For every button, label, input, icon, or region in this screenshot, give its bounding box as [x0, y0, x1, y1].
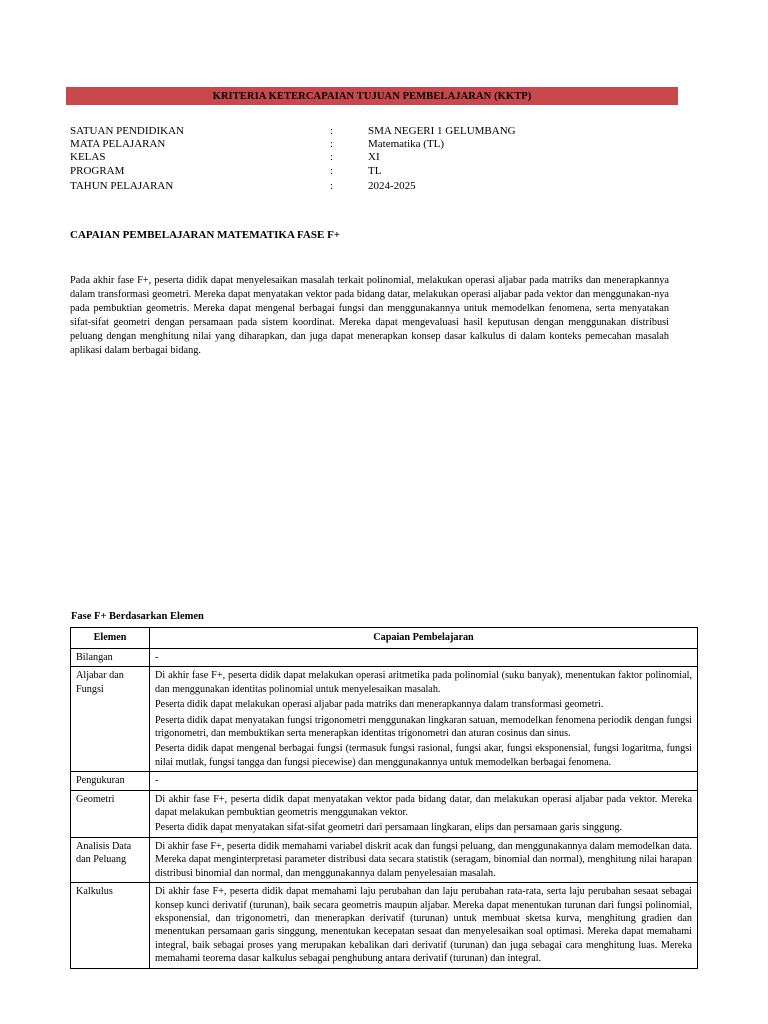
capaian-cell — [150, 883, 698, 968]
capaian-paragraph: Di akhir fase F+, peserta didik memahami variabel diskrit acak dan fungsi peluang, dan menggunakannya dalam memodelkan data. Mereka dapat menginterpretasi parameter distribusi data secara statistik (seragam, binomial dan normal), menghitung nilai harapan distribusi binomial dan normal, dan menggunakannya dalam penyelesaian masalah. — [155, 840, 692, 879]
capaian-paragraph: Di akhir fase F+, peserta didik dapat memahami laju perubahan dan laju perubahan rata-rata, serta laju perubahan sesaat sebagai konsep kunci derivatif (turunan), baik secara geometris maupun aljabar. Mereka dapat menentukan turunan dari fungsi polinomial, eksponensial, dan trigonometri, dan menerapkan derivatif (turunan) untuk membuat sketsa kurva, menghitung gradien dan menentukan persamaan garis singgung, menentukan kecepatan sesaat dan menyelesaikan soal optimasi. Mereka dapat memahami integral, baik sebagai proses yang merupakan kebalikan dari derivatif (turunan) dan juga sebagai cara menghitung luas. Mereka memahami teorema dasar kalkulus sebagai penghubung antara derivatif (turunan) dan integral. — [155, 886, 692, 965]
info-colon: : — [330, 125, 334, 137]
capaian-cell — [150, 837, 698, 882]
elemen-cell: Aljabar dan Fungsi — [71, 667, 150, 772]
elemen-cell: Kalkulus — [71, 883, 150, 968]
capaian-paragraph: Peserta didik dapat melakukan operasi aljabar pada matriks dan menerapkannya dalam transformasi geometri. — [155, 699, 604, 711]
elemen-cell: Geometri — [71, 790, 150, 837]
capaian-paragraph: Di akhir fase F+, peserta didik dapat menyatakan vektor pada bidang datar, dan melakukan operasi aljabar pada vektor. Mereka dapat melakukan pembuktian geometris menggunakan vektor. — [155, 793, 692, 819]
table-row — [71, 790, 698, 837]
document-title: KRITERIA KETERCAPAIAN TUJUAN PEMBELAJARAN (KKTP) — [212, 90, 532, 102]
info-colon: : — [330, 138, 334, 151]
info-value: XI — [368, 151, 380, 164]
info-row-satuan — [70, 125, 670, 138]
capaian-cell — [150, 649, 698, 667]
capaian-paragraph: - — [155, 652, 159, 663]
info-colon: : — [330, 179, 334, 192]
table-header-row — [71, 628, 698, 649]
capaian-cell — [150, 790, 698, 837]
school-info-block — [70, 125, 670, 193]
capaian-paragraph: Peserta didik dapat menyatakan fungsi trigonometri menggunakan lingkaran satuan, memodelkan fenomena periodik dengan fungsi trigonometri, dan membuktikan serta menerapkan identitas trigonometri dan aturan cosinus dan sinus. — [155, 714, 692, 740]
info-row-mapel — [70, 138, 670, 151]
info-colon: : — [330, 151, 334, 164]
intro-paragraph: Pada akhir fase F+, peserta didik dapat menyelesaikan masalah terkait polinomial, melakukan operasi aljabar pada matriks dan menerapkannya dalam transformasi geometri. Mereka dapat menyatakan vektor pada bidang datar, melakukan operasi aljabar pada vektor dan menggunakan-nya pada pembuktian geometris. Mereka dapat mengenal berbagai fungsi dan menggunakannya untuk memodelkan fenomena, serta menyatakan sifat-sifat geometri dengan persamaan pada sistem koordinat. Mereka dapat mengevaluasi hasil keputusan dengan menggunakan distribusi peluang dengan menghitung nilai yang diharapkan, dan juga dapat menerapkan konsep dasar kalkulus di dalam konteks pemecahan masalah aplikasi dalam berbagai bidang. — [70, 275, 669, 356]
capaian-paragraph: Peserta didik dapat menyatakan sifat-sifat geometri dari persamaan lingkaran, elips dan persamaan garis singgung. — [155, 822, 623, 834]
info-value: Matematika (TL) — [368, 138, 445, 151]
document-title-banner — [66, 87, 678, 105]
capaian-cell — [150, 667, 698, 772]
capaian-paragraph: Di akhir fase F+, peserta didik dapat melakukan operasi aritmetika pada polinomial (suku banyak), menentukan faktor polinomial, dan menggunakan identitas polinomial untuk menyelesaikan masalah. — [155, 670, 692, 695]
info-label: KELAS — [70, 151, 106, 164]
info-row-kelas — [70, 151, 670, 164]
table-row — [71, 883, 698, 968]
info-row-tahun — [70, 180, 670, 193]
capaian-table — [70, 627, 698, 969]
info-value: 2024-2025 — [368, 179, 416, 192]
table-title: Fase F+ Berdasarkan Elemen — [71, 611, 204, 622]
info-row-program — [70, 165, 670, 178]
elemen-cell: Pengukuran — [71, 772, 150, 790]
info-value: TL — [368, 164, 382, 177]
info-label: PROGRAM — [70, 164, 125, 177]
table-row — [71, 772, 698, 790]
elemen-cell: Analisis Data dan Peluang — [71, 837, 150, 882]
elemen-cell: Bilangan — [71, 649, 150, 667]
capaian-cell — [150, 772, 698, 790]
info-label: MATA PELAJARAN — [70, 138, 166, 151]
info-label: SATUAN PENDIDIKAN — [70, 125, 184, 137]
header-capaian: Capaian Pembelajaran — [150, 628, 698, 649]
info-colon: : — [330, 164, 334, 177]
section-title: CAPAIAN PEMBELAJARAN MATEMATIKA FASE F+ — [70, 229, 341, 241]
capaian-paragraph: Peserta didik dapat mengenal berbagai fungsi (termasuk fungsi rasional, fungsi akar, fungsi eksponensial, fungsi logaritma, fungsi nilai mutlak, fungsi tangga dan fungsi piecewise) dan menggunakannya untuk memodelkan berbagai fenomena. — [155, 743, 692, 768]
table-row — [71, 649, 698, 667]
info-label: TAHUN PELAJARAN — [70, 179, 174, 192]
header-elemen: Elemen — [71, 628, 150, 649]
capaian-paragraph: - — [155, 775, 159, 787]
table-row — [71, 667, 698, 772]
info-value: SMA NEGERI 1 GELUMBANG — [368, 125, 516, 137]
table-row — [71, 837, 698, 882]
